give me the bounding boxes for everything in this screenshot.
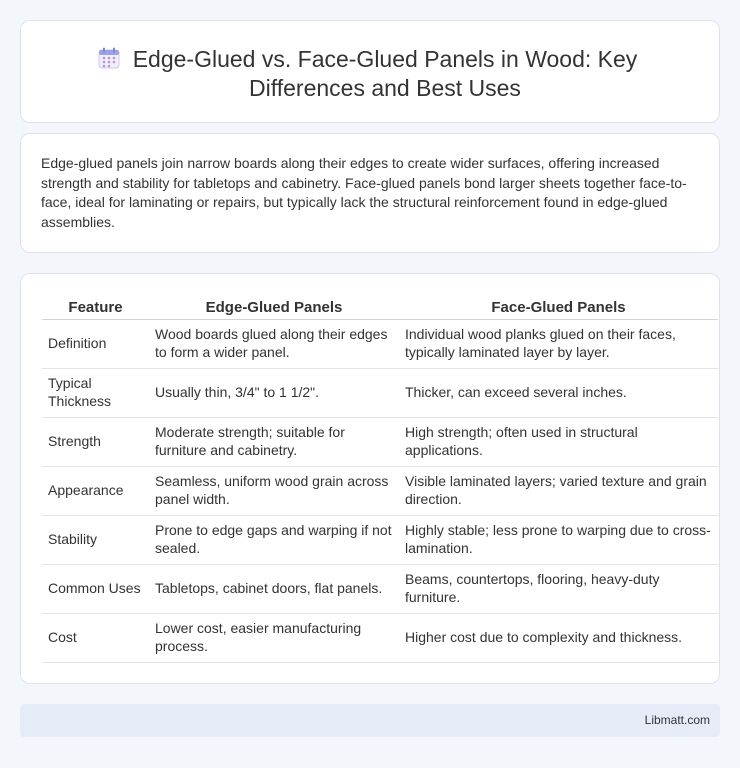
- edge-cell: Prone to edge gaps and warping if not sealed.: [149, 515, 399, 564]
- summary-text: Edge-glued panels join narrow boards along their edges to create wider surfaces, offering increased strength and stability for tabletops and cabinetry. Face-glued panels bond larger sheets together face-to-face, ideal for laminating or repairs, but typically lack the structural reinforcement found in edge-glued assemblies.: [41, 155, 687, 230]
- table-row: [42, 319, 718, 368]
- table-row: [42, 613, 718, 662]
- edge-cell: Lower cost, easier manufacturing process.: [149, 613, 399, 662]
- table-row: [42, 368, 718, 417]
- edge-cell: Tabletops, cabinet doors, flat panels.: [149, 564, 399, 613]
- footer-brand[interactable]: Libmatt.com: [644, 713, 710, 727]
- edge-cell: Usually thin, 3/4" to 1 1/2".: [149, 368, 399, 417]
- edge-cell: Moderate strength; suitable for furniture and cabinetry.: [149, 417, 399, 466]
- face-cell: Visible laminated layers; varied texture and grain direction.: [399, 466, 718, 515]
- table-row: [42, 564, 718, 613]
- header-edge-glued: Edge-Glued Panels: [149, 297, 399, 319]
- feature-cell: Appearance: [42, 466, 149, 515]
- face-cell: Higher cost due to complexity and thickness.: [399, 613, 718, 662]
- face-cell: Individual wood planks glued on their faces, typically laminated layer by layer.: [399, 319, 718, 368]
- page-title: Edge-Glued vs. Face-Glued Panels in Wood: Key Differences and Best Uses: [132, 46, 638, 101]
- face-cell: High strength; often used in structural applications.: [399, 417, 718, 466]
- comparison-card: [20, 273, 720, 684]
- feature-cell: Cost: [42, 613, 149, 662]
- table-row: [42, 466, 718, 515]
- footer: [20, 704, 720, 737]
- table-row: [42, 417, 718, 466]
- feature-cell: Definition: [42, 319, 149, 368]
- feature-cell: Typical Thickness: [42, 368, 149, 417]
- face-cell: Beams, countertops, flooring, heavy-duty furniture.: [399, 564, 718, 613]
- feature-cell: Stability: [42, 515, 149, 564]
- edge-cell: Seamless, uniform wood grain across panel width.: [149, 466, 399, 515]
- face-cell: Thicker, can exceed several inches.: [399, 368, 718, 417]
- table-header-row: [42, 297, 718, 319]
- summary-card: [20, 133, 720, 253]
- title-card: [20, 20, 720, 123]
- header-feature: Feature: [42, 297, 149, 319]
- comparison-table: [42, 297, 718, 663]
- feature-cell: Common Uses: [42, 564, 149, 613]
- edge-cell: Wood boards glued along their edges to form a wider panel.: [149, 319, 399, 368]
- feature-cell: Strength: [42, 417, 149, 466]
- face-cell: Highly stable; less prone to warping due to cross-lamination.: [399, 515, 718, 564]
- table-row: [42, 515, 718, 564]
- header-face-glued: Face-Glued Panels: [399, 297, 718, 319]
